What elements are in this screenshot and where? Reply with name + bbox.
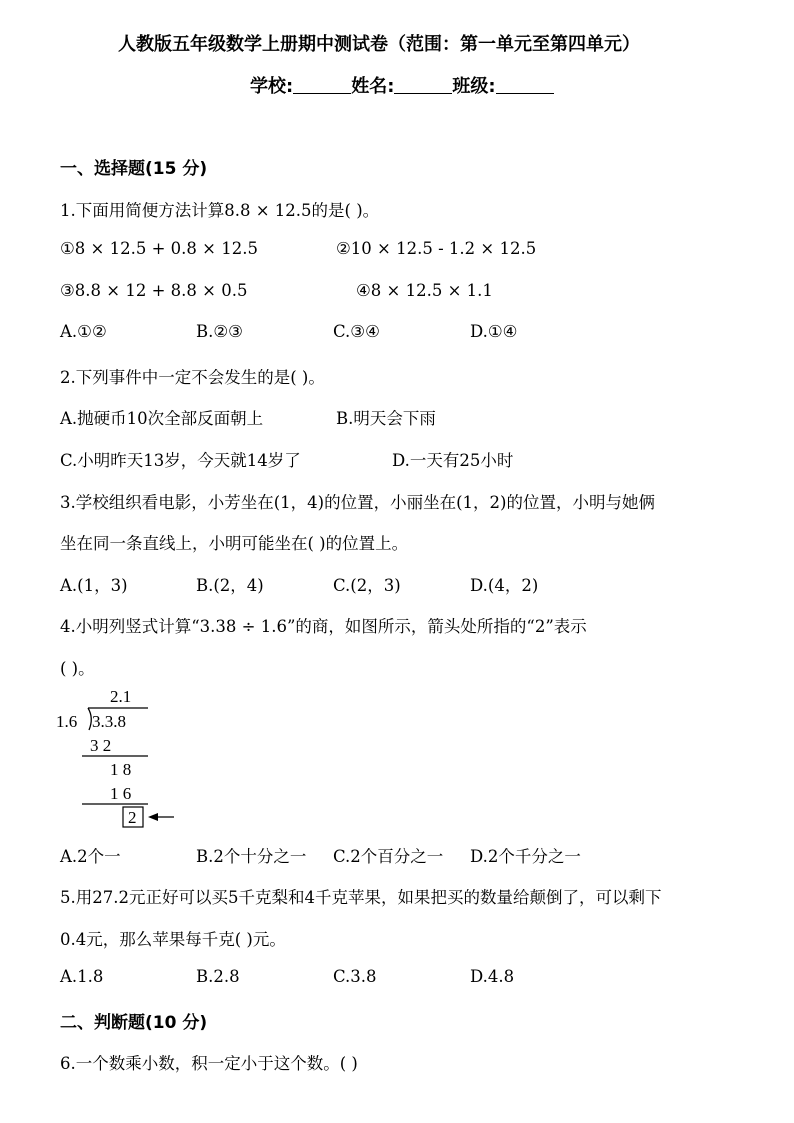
q1-option-d[interactable]: D.①④ (470, 322, 518, 341)
division-divisor: 1.6 (56, 712, 78, 731)
q1-option-b[interactable]: B.②③ (196, 322, 243, 341)
q1-option-c[interactable]: C.③④ (333, 322, 380, 341)
section-judgment-title: 二、判断题(10 分) (60, 1013, 208, 1033)
division-remainder: 2 (128, 808, 137, 827)
q5-stem-line2: 0.4元，那么苹果每千克( )元。 (60, 930, 286, 949)
q3-option-d[interactable]: D.(4，2) (470, 576, 539, 595)
division-quotient: 2.1 (110, 687, 132, 706)
q5-option-c[interactable]: C.3.8 (333, 967, 377, 986)
school-blank[interactable] (293, 75, 351, 94)
q4-stem-line1: 4.小明列竖式计算“3.38 ÷ 1.6”的商，如图所示，箭头处所指的“2”表示 (60, 617, 587, 636)
q5-option-a[interactable]: A.1.8 (60, 967, 104, 986)
q3-stem-line1: 3.学校组织看电影，小芳坐在(1，4)的位置，小丽坐在(1，2)的位置，小明与她俩 (60, 493, 655, 512)
long-division-figure (52, 682, 192, 832)
section-choice-title: 一、选择题(15 分) (60, 159, 208, 179)
q6-stem: 6.一个数乘小数，积一定小于这个数。( ) (60, 1054, 358, 1073)
name-label: 姓名: (351, 76, 395, 97)
q1-method-2: ②10 × 12.5 - 1.2 × 12.5 (336, 239, 537, 258)
q3-stem-line2: 坐在同一条直线上，小明可能坐在( )的位置上。 (60, 534, 409, 553)
q4-option-d[interactable]: D.2个千分之一 (470, 847, 581, 866)
q2-option-b[interactable]: B.明天会下雨 (336, 409, 436, 428)
student-info-line (250, 72, 554, 98)
q1-option-a[interactable]: A.①② (60, 322, 107, 341)
q1-method-1: ①8 × 12.5 + 0.8 × 12.5 (60, 239, 258, 258)
q3-option-c[interactable]: C.(2，3) (333, 576, 401, 595)
q4-stem-line2: ( )。 (60, 659, 95, 678)
q2-option-c[interactable]: C.小明昨天13岁，今天就14岁了 (60, 451, 301, 470)
q3-option-a[interactable]: A.(1，3) (60, 576, 128, 595)
q5-option-b[interactable]: B.2.8 (196, 967, 240, 986)
division-bracket (88, 708, 91, 730)
arrow-left-icon (148, 813, 174, 821)
division-product-2: 1 6 (110, 784, 132, 803)
q4-option-b[interactable]: B.2个十分之一 (196, 847, 307, 866)
q2-option-d[interactable]: D.一天有25小时 (392, 451, 514, 470)
q5-option-d[interactable]: D.4.8 (470, 967, 515, 986)
class-blank[interactable] (496, 75, 554, 94)
class-label: 班级: (452, 76, 496, 97)
q1-method-4: ④8 × 12.5 × 1.1 (356, 281, 493, 300)
q2-stem: 2.下列事件中一定不会发生的是( )。 (60, 368, 325, 387)
q1-stem: 1.下面用简便方法计算8.8 × 12.5的是( )。 (60, 201, 380, 220)
division-product-1: 3 2 (90, 736, 112, 755)
name-blank[interactable] (394, 75, 452, 94)
page-title: 人教版五年级数学上册期中测试卷（范围：第一单元至第四单元） (118, 34, 640, 55)
q1-method-3: ③8.8 × 12 + 8.8 × 0.5 (60, 281, 248, 300)
school-label: 学校: (250, 76, 294, 97)
division-partial: 1 8 (110, 760, 132, 779)
q3-option-b[interactable]: B.(2，4) (196, 576, 264, 595)
q4-option-a[interactable]: A.2个一 (60, 847, 121, 866)
q5-stem-line1: 5.用27.2元正好可以买5千克梨和4千克苹果，如果把买的数量给颠倒了，可以剩下 (60, 888, 662, 907)
q4-option-c[interactable]: C.2个百分之一 (333, 847, 444, 866)
division-dividend: 3.3.8 (92, 712, 126, 731)
q2-option-a[interactable]: A.抛硬币10次全部反面朝上 (60, 409, 264, 428)
